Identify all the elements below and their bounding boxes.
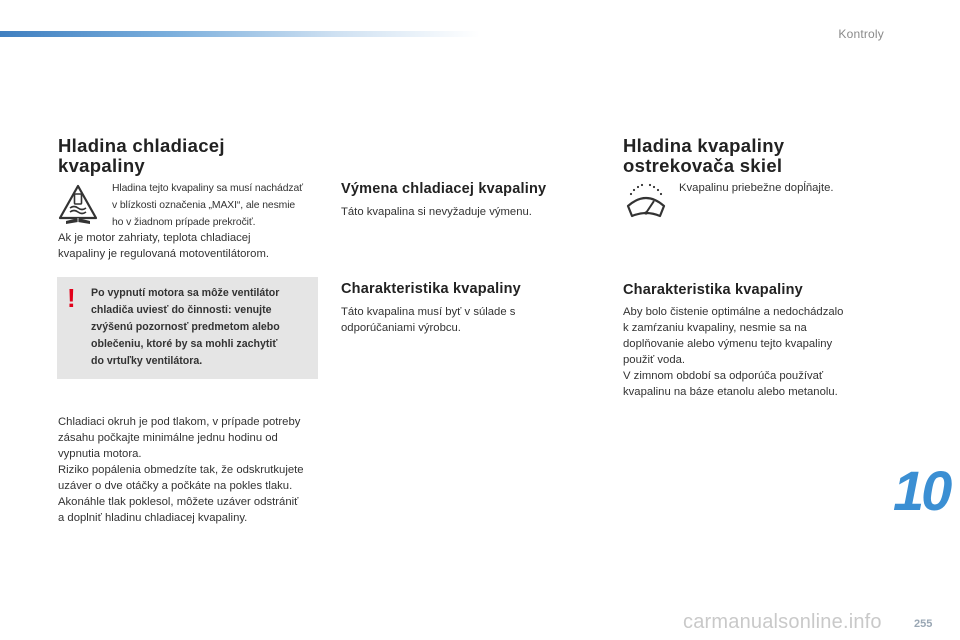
page-number: 255	[914, 618, 933, 630]
coolant-text-1: Ak je motor zahriaty, teplota chladiacej kvapaliny je regulovaná motoventilátorom.	[58, 232, 269, 260]
coolant-change-text: Táto kvapalina si nevyžaduje výmenu.	[341, 206, 532, 218]
warning-text: Po vypnutí motora sa môže ventilátor chladiča uviesť do činnosti: venujte zvýšenú pozornosť predmetom alebo oblečeniu, ktoré by sa mohli zachytiť do vrtuľky ventilátora.	[91, 287, 280, 367]
coolant-spec-title: Charakteristika kvapaliny	[341, 281, 521, 297]
washer-spec-title: Charakteristika kvapaliny	[623, 282, 803, 298]
washer-text: Kvapalinu priebežne dopĺňajte.	[679, 182, 834, 194]
windscreen-washer-icon	[624, 182, 668, 222]
coolant-level-title: Hladina chladiacej kvapaliny	[58, 135, 225, 176]
warning-box	[57, 277, 318, 379]
header-gradient-bar	[0, 31, 480, 37]
chapter-number: 10	[893, 459, 950, 522]
coolant-book-icon	[56, 182, 100, 224]
coolant-spec-text: Táto kvapalina musí byť v súlade s odporúčaniami výrobcu.	[341, 306, 516, 334]
washer-level-title: Hladina kvapaliny ostrekovača skiel	[623, 135, 785, 176]
coolant-change-title: Výmena chladiacej kvapaliny	[341, 181, 547, 197]
coolant-text-2: Chladiaci okruh je pod tlakom, v prípade potreby zásahu počkajte minimálne jednu hodinu od vypnutia motora. Riziko popálenia obmedzíte tak, že odskrutkujete uzáver o dve otáčky a počkáte na pokles tlaku. Akonáhle tlak poklesol, môžete uzáver odstrániť a doplniť hladinu chladiacej kvapaliny.	[58, 416, 304, 524]
warning-exclamation-icon: !	[67, 283, 76, 313]
washer-spec-text: Aby bolo čistenie optimálne a nedochádzalo k zamŕzaniu kvapaliny, nesmie sa na doplňovanie alebo výmenu tejto kvapaliny použiť voda. V zimnom období sa odporúča používať kvapalinu na báze etanolu alebo metanolu.	[623, 306, 844, 398]
section-label: Kontroly	[838, 27, 884, 41]
coolant-icon-note: Hladina tejto kvapaliny sa musí nachádzať v blízkosti označenia „MAXI“, ale nesmie ho v žiadnom prípade prekročiť.	[112, 183, 303, 228]
watermark: carmanualsonline.info	[683, 611, 882, 633]
